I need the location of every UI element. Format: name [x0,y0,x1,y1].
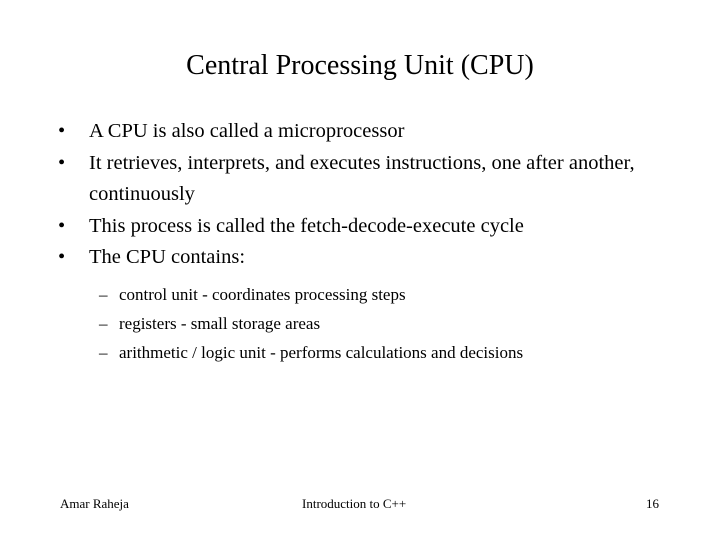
bullet-marker: • [58,214,66,237]
bullet-text: A CPU is also called a microprocessor [89,120,405,142]
bullet-item [58,148,678,211]
slide-title: Central Processing Unit (CPU) [186,50,534,81]
bullet-marker: • [58,151,66,174]
sub-bullet-item [99,309,689,338]
bullet-item [58,116,678,148]
sub-bullet-marker: – [99,343,108,362]
sub-bullet-text: registers - small storage areas [119,314,321,333]
footer-author: Amar Raheja [60,496,129,511]
bullet-list [58,116,678,274]
footer-page-number: 16 [646,496,659,511]
sub-bullet-marker: – [99,314,108,333]
bullet-marker: • [58,246,66,268]
bullet-marker: • [58,120,66,142]
sub-bullet-item [99,338,689,367]
bullet-item [58,242,678,274]
bullet-text: It retrieves, interprets, and executes instructions, one after another, continuously [89,151,635,205]
sub-bullet-text: control unit - coordinates processing steps [119,285,406,304]
bullet-item [58,211,678,243]
sub-bullet-text: arithmetic / logic unit - performs calculations and decisions [119,343,524,362]
bullet-text: The CPU contains: [89,246,246,268]
sub-bullet-item [99,280,689,309]
bullet-text: This process is called the fetch-decode-execute cycle [89,214,524,237]
footer-course: Introduction to C++ [302,496,407,511]
sub-bullet-list [99,280,689,367]
sub-bullet-marker: – [99,285,108,304]
